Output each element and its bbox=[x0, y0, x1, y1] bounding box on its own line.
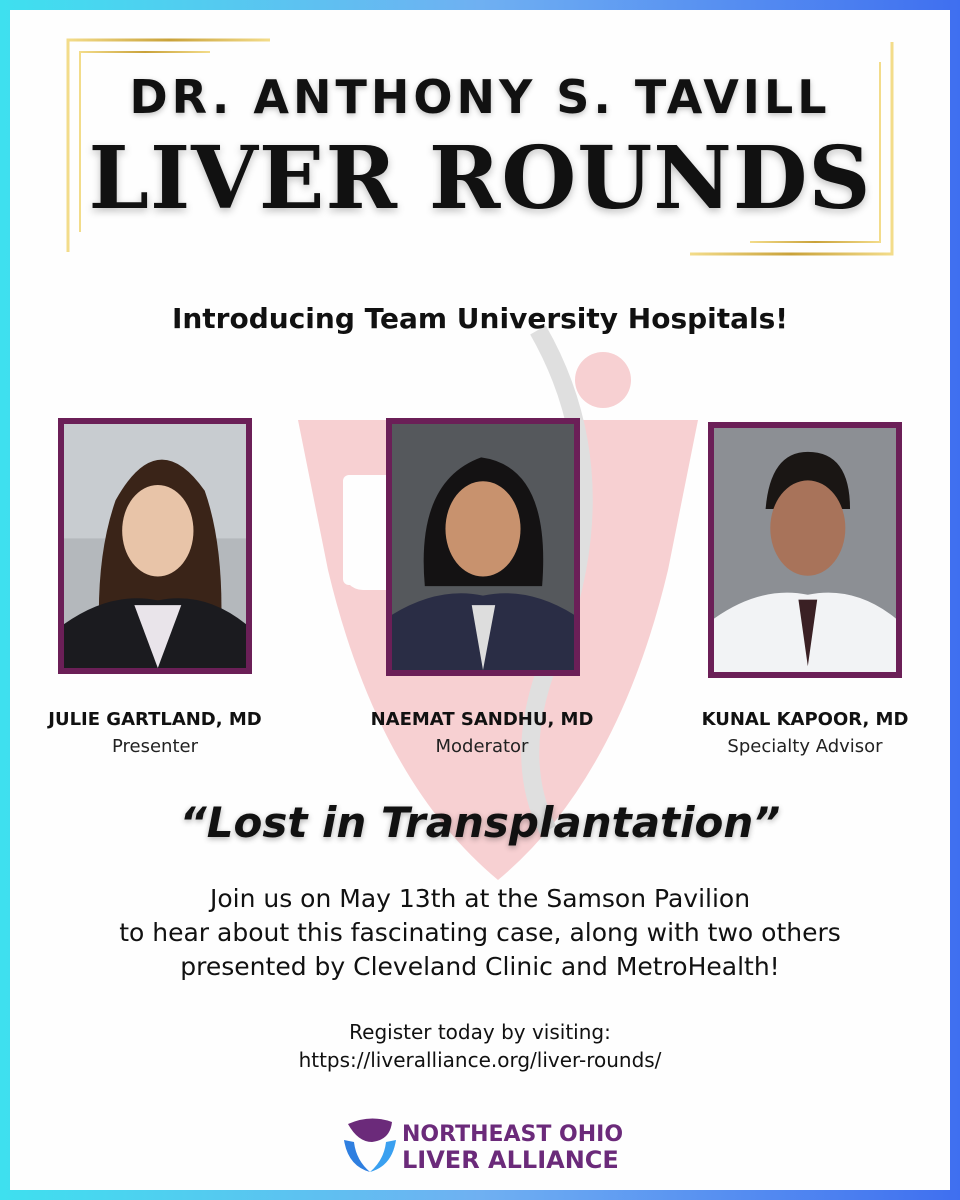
speaker-name-1: JULIE GARTLAND, MD bbox=[48, 709, 262, 730]
register-text: Register today by visiting: bbox=[349, 1020, 611, 1044]
intro-heading: Introducing Team University Hospitals! bbox=[171, 302, 789, 335]
logo-line-2: LIVER ALLIANCE bbox=[402, 1146, 619, 1174]
speaker-name-2: NAEMAT SANDHU, MD bbox=[370, 709, 594, 730]
logo-line-1: NORTHEAST OHIO bbox=[402, 1122, 624, 1147]
liver-hands-icon bbox=[340, 1112, 400, 1176]
details-line-2: to hear about this fascinating case, along with two others bbox=[119, 918, 841, 947]
details-line-3: presented by Cleveland Clinic and MetroHealth! bbox=[180, 952, 780, 981]
speaker-role-3: Specialty Advisor bbox=[727, 736, 883, 757]
speaker-photo-3 bbox=[708, 422, 902, 678]
header-title: LIVER ROUNDS bbox=[88, 128, 872, 229]
header-line1: DR. ANTHONY S. TAVILL bbox=[129, 70, 831, 124]
flyer-card bbox=[10, 10, 950, 1190]
speaker-photo-2 bbox=[386, 418, 580, 676]
speaker-name-3: KUNAL KAPOOR, MD bbox=[701, 709, 909, 730]
liver-alliance-logo bbox=[340, 1112, 630, 1176]
details-line-1: Join us on May 13th at the Samson Pavilion bbox=[209, 884, 751, 913]
register-url-link[interactable]: https://liveralliance.org/liver-rounds/ bbox=[298, 1048, 662, 1072]
talk-title: “Lost in Transplantation” bbox=[179, 798, 781, 847]
speaker-role-1: Presenter bbox=[111, 736, 198, 757]
speaker-photo-1 bbox=[58, 418, 252, 674]
speaker-role-2: Moderator bbox=[435, 736, 529, 757]
